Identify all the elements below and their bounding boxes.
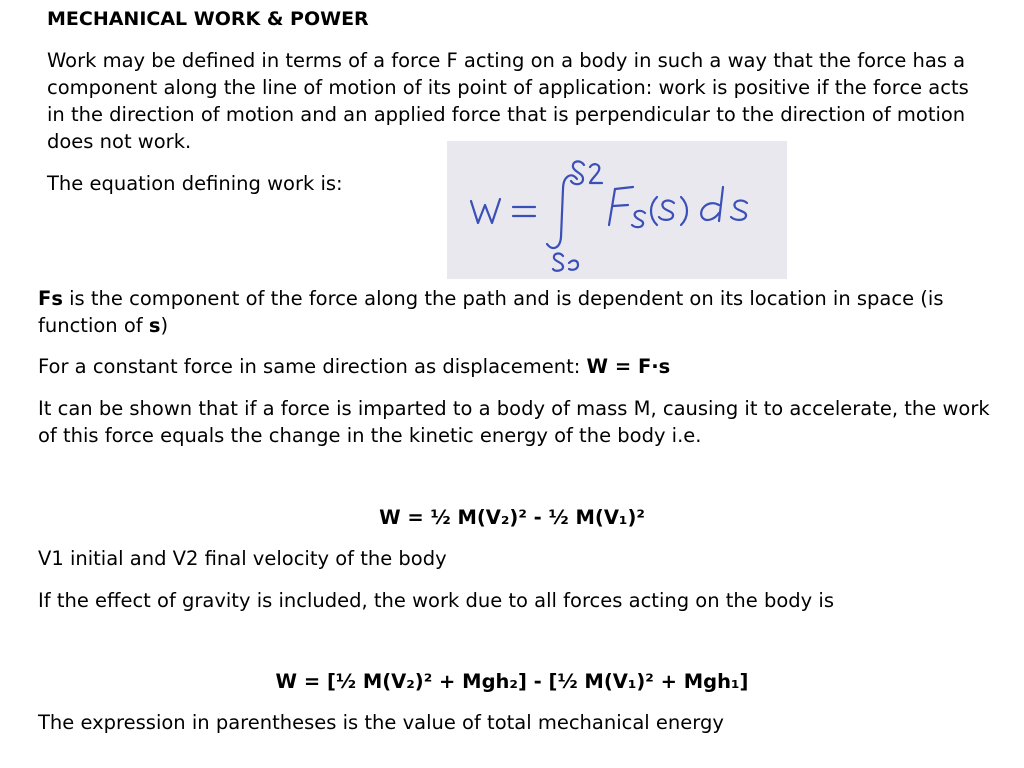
fs-definition — [38, 285, 998, 339]
s-term: s — [148, 314, 161, 337]
constant-force-text: For a constant force in same direction as displacement: — [38, 355, 587, 378]
fs-definition-close: ) — [160, 314, 169, 337]
kinetic-energy-paragraph: It can be shown that if a force is imparted to a body of mass M, causing it to accelerate, the work of this force equals the change in the kinetic energy of the body i.e. — [38, 397, 990, 447]
kinetic-energy-equation: W = ½ M(V₂)² - ½ M(V₁)² — [379, 506, 645, 529]
gravity-note: If the effect of gravity is included, the work due to all forces acting on the body is — [38, 589, 834, 612]
fs-term: Fs — [38, 287, 63, 310]
constant-force-formula: W = F·s — [586, 355, 671, 378]
velocity-note: V1 initial and V2 final velocity of the body — [38, 547, 447, 570]
intro-paragraph: Work may be defined in terms of a force F acting on a body in such a way that the force has a component along the line of motion of its point of application: work is positive if the force acts in the direction of motion and an applied force that is perpendicular to the direction of motion does not work. — [47, 49, 969, 153]
total-energy-equation: W = [½ M(V₂)² + Mgh₂] - [½ M(V₁)² + Mgh₁] — [275, 670, 749, 693]
fs-definition-text: is the component of the force along the path and is dependent on its location in space (is function of — [38, 287, 944, 337]
equation-intro: The equation defining work is: — [47, 172, 343, 195]
page-title: MECHANICAL WORK & POWER — [47, 8, 369, 30]
handwritten-work-integral — [447, 141, 787, 279]
constant-force-line — [38, 353, 670, 380]
work-integral-drawing — [447, 141, 787, 279]
closing-note: The expression in parentheses is the value of total mechanical energy — [38, 711, 724, 734]
